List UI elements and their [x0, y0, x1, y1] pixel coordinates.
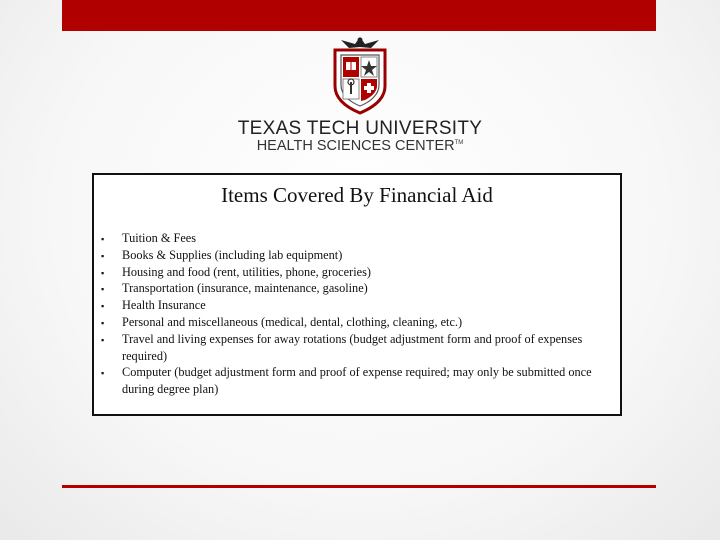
box-title: Items Covered By Financial Aid	[221, 183, 493, 207]
bullet-icon: ▪	[101, 334, 105, 345]
list-item	[94, 364, 620, 398]
items-list	[94, 230, 620, 398]
list-item-text: Personal and miscellaneous (medical, dental, clothing, cleaning, etc.)	[122, 314, 463, 329]
top-accent-bar	[62, 0, 656, 31]
list-item	[94, 331, 620, 365]
list-item-text: Tuition & Fees	[122, 231, 197, 245]
logo-center-name: HEALTH SCIENCES CENTER™	[256, 138, 464, 154]
financial-aid-items-box	[92, 173, 622, 416]
list-item	[94, 264, 620, 281]
list-item-text: Computer (budget adjustment form and proof of expense required; may only be submitted once during degree plan)	[122, 365, 592, 397]
list-item	[94, 247, 620, 264]
list-item-text: Housing and food (rent, utilities, phone, groceries)	[122, 264, 371, 279]
list-item	[94, 280, 620, 297]
university-seal-icon	[327, 34, 393, 116]
list-item	[94, 297, 620, 314]
list-item	[94, 230, 620, 247]
list-item-text: Books & Supplies (including lab equipment)	[122, 247, 343, 262]
bullet-icon: ▪	[101, 301, 105, 312]
bullet-icon: ▪	[101, 317, 105, 328]
university-logo	[225, 34, 495, 160]
bullet-icon: ▪	[101, 234, 105, 244]
bottom-accent-line	[62, 485, 656, 488]
list-item	[94, 314, 620, 331]
bullet-icon: ▪	[101, 368, 105, 379]
list-item-text: Travel and living expenses for away rotations (budget adjustment form and proof of expenses required)	[122, 331, 583, 363]
bullet-icon: ▪	[101, 267, 105, 278]
list-item-text: Transportation (insurance, maintenance, gasoline)	[122, 281, 368, 296]
list-item-text: Health Insurance	[122, 298, 206, 313]
logo-university-name: TEXAS TECH UNIVERSITY	[237, 118, 483, 139]
bullet-icon: ▪	[101, 250, 105, 261]
bullet-icon: ▪	[101, 284, 105, 295]
